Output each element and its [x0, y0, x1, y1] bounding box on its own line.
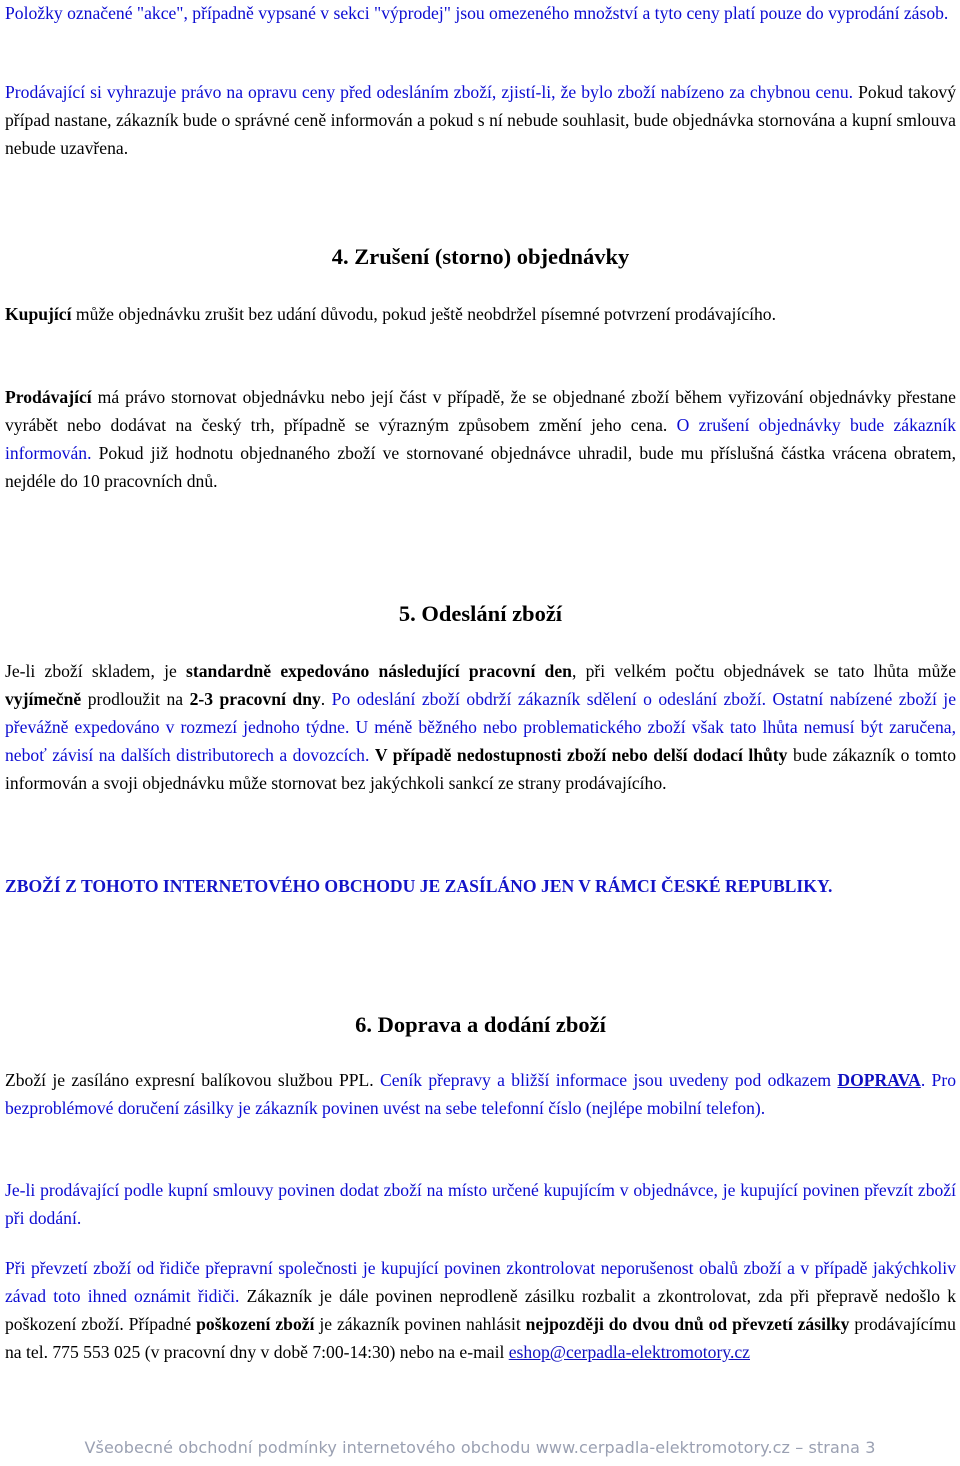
- s5-t4: .: [320, 689, 332, 709]
- s5-t3: prodloužit na: [81, 689, 190, 709]
- s5-b4: V případě nedostupnosti zboží nebo delší dodací lhůty: [374, 745, 788, 765]
- s6-p3a: Při převzetí zboží od řidiče přepravní společnosti je kupující povinen zkontrolovat neporušenost obalů zboží a v případě jakýchkoliv závad toto ihned oznámit řidiči.: [5, 1258, 956, 1306]
- s5-t1: Je-li zboží skladem, je: [5, 661, 187, 681]
- section-6-paragraph-2: Je-li prodávající podle kupní smlouvy povinen dodat zboží na místo určené kupujícím v objednávce, je kupující povinen převzít zboží při dodání.: [5, 1180, 956, 1228]
- section-4-paragraph-1: [5, 300, 956, 328]
- s6-p3-bold1: poškození zboží: [196, 1314, 315, 1334]
- s6-p3d: prodávajícímu na tel. 775 553 025 (v pracovní dny v době 7:00-14:30) nebo na e-mail: [5, 1314, 956, 1362]
- s5-blue: Po odeslání zboží obdrží zákazník sdělení o odeslání zboží. Ostatní nabízené zboží je převážně expedováno v rozmezí jednoho týdne. U méně běžného nebo problematického zboží však tato lhůta nemusí být zaručena, neboť závisí na dalších distributorech a dovozcích.: [5, 689, 956, 765]
- s4-p2-blue: O zrušení objednávky bude zákazník informován.: [5, 415, 956, 463]
- s4-p1-text: může objednávku zrušit bez udání důvodu, pokud ještě neobdržel písemné potvrzení prodávajícího.: [71, 304, 777, 324]
- s4-p2-bold: Prodávající: [5, 387, 92, 407]
- section-4-heading: 4. Zrušení (storno) objednávky: [331, 244, 630, 269]
- s6-p3b: Zákazník je dále povinen neprodleně zásilku rozbalit a zkontrolovat, zda při přepravě nedošlo k poškození zboží. Případné: [5, 1286, 957, 1334]
- email-link[interactable]: eshop@cerpadla-elektromotory.cz: [508, 1342, 750, 1362]
- s4-p2-end: Pokud již hodnotu objednaného zboží ve stornované objednávce uhradil, bude mu příslušná částka vrácena obratem, nejdéle do 10 pracovních dnů.: [5, 443, 956, 491]
- section-5-heading: 5. Odeslání zboží: [398, 601, 563, 626]
- s4-p2-text: má právo stornovat objednávku nebo její část v případě, že se objednané zboží během vyřizování objednávky přestane vyrábět nebo dodávat na český trh, případně se výrazným způsobem změní jeho cena.: [5, 387, 956, 435]
- shipping-notice: ZBOŽÍ Z TOHOTO INTERNETOVÉHO OBCHODU JE ZASÍLÁNO JEN V RÁMCI ČESKÉ REPUBLIKY.: [5, 876, 833, 896]
- intro-paragraph-1: Položky označené "akce", případně vypsané v sekci "výprodej" jsou omezeného množství a tyto ceny platí pouze do vyprodání zásob.: [5, 3, 949, 23]
- s4-p1-bold: Kupující: [5, 304, 72, 324]
- section-6-paragraph-3: [5, 1254, 956, 1366]
- section-4-paragraph-2: [5, 383, 956, 495]
- intro-paragraph-2: [5, 78, 956, 162]
- s6-p1c: . Pro bezproblémové doručení zásilky je zákazník povinen uvést na sebe telefonní číslo (nejlépe mobilní telefon).: [5, 1070, 956, 1118]
- s5-b1: standardně expedováno následující pracovní den: [186, 661, 572, 681]
- s5-b3: 2-3 pracovní dny: [189, 689, 321, 709]
- s5-b2: vyjímečně: [5, 689, 82, 709]
- s6-p3-bold2: nejpozději do dvou dnů od převzetí zásilky: [525, 1314, 850, 1334]
- page-footer: Všeobecné obchodní podmínky internetového obchodu www.cerpadla-elektromotory.cz – strana 3: [84, 1438, 876, 1457]
- s6-p3c: je zákazník povinen nahlásit: [314, 1314, 526, 1334]
- s6-p1a: Zboží je zasíláno expresní balíkovou službou PPL.: [5, 1070, 380, 1090]
- s5-t2: , při velkém počtu objednávek se tato lhůta může: [571, 661, 957, 681]
- section-6-heading: 6. Doprava a dodání zboží: [355, 1012, 606, 1037]
- section-5-paragraph: [5, 657, 956, 797]
- s6-p1b: Ceník přepravy a bližší informace jsou uvedeny pod odkazem: [379, 1070, 838, 1090]
- s5-t5: bude zákazník o tomto informován a svoji objednávku může stornovat bez jakýchkoli sankcí ze strany prodávajícího.: [5, 745, 956, 793]
- doprava-link[interactable]: DOPRAVA: [837, 1070, 921, 1090]
- intro-p2-blue: Prodávající si vyhrazuje právo na opravu ceny před odesláním zboží, zjistí-li, že bylo zboží nabízeno za chybnou cenu.: [5, 82, 859, 102]
- intro-p2-black: Pokud takový případ nastane, zákazník bude o správné ceně informován a pokud s ní nebude souhlasit, bude objednávka stornována a kupní smlouva nebude uzavřena.: [5, 82, 956, 158]
- section-6-paragraph-1: [5, 1066, 956, 1122]
